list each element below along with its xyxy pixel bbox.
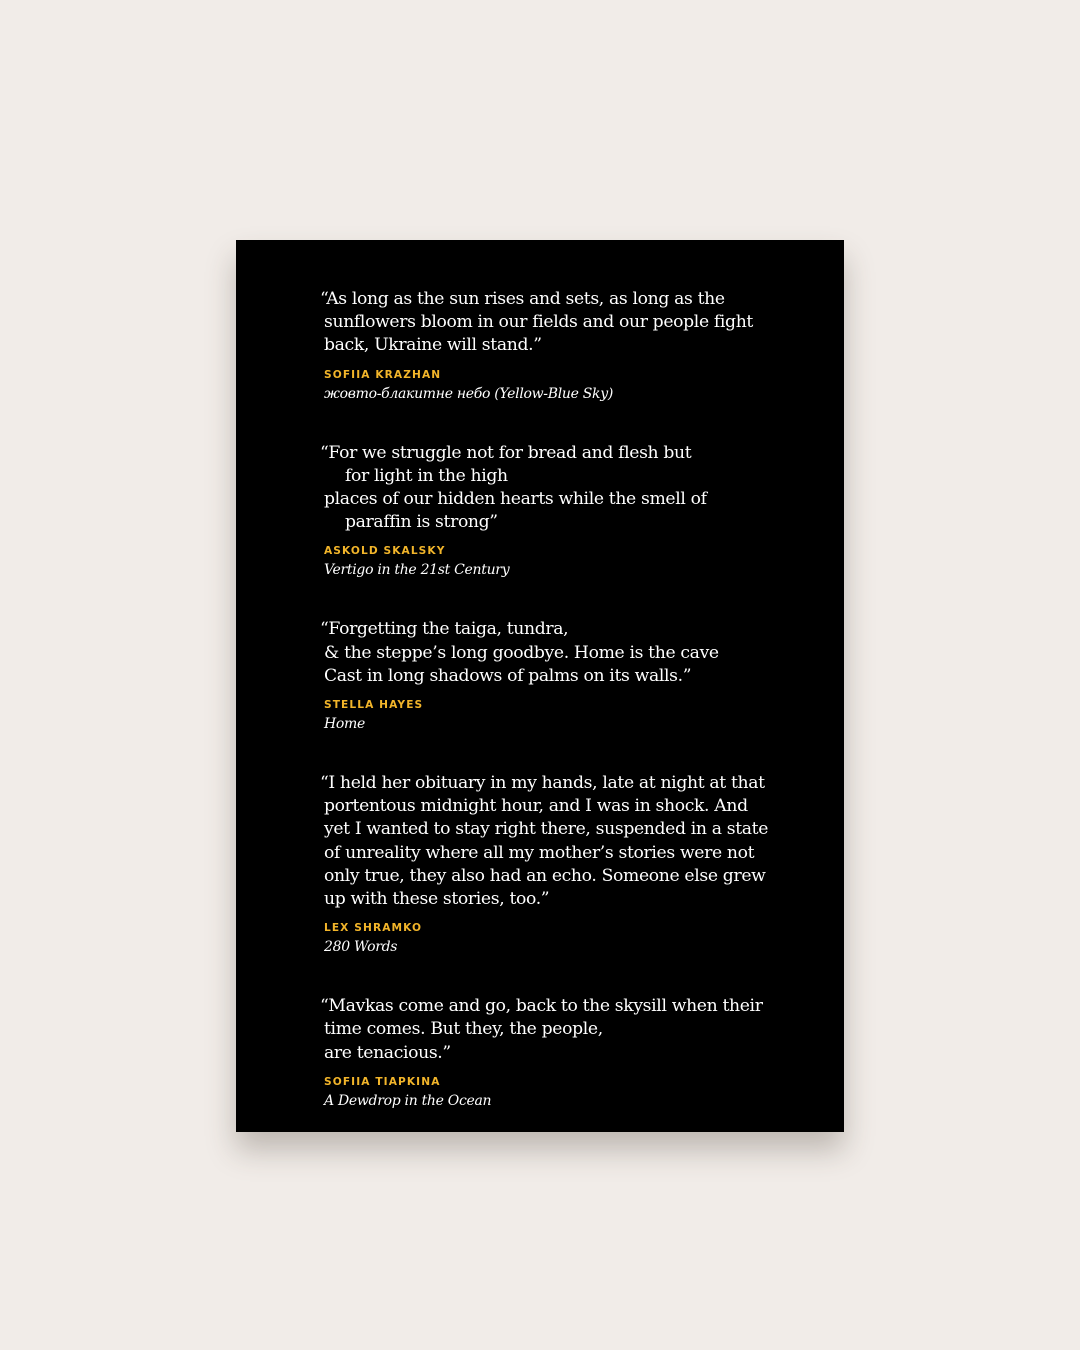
quote-line: “As long as the sun rises and sets, as long as the <box>320 289 725 309</box>
quote-text <box>320 442 740 535</box>
quote-entry <box>320 772 769 956</box>
quote-line: up with these stories, too.” <box>324 889 550 910</box>
quote-text <box>320 288 753 358</box>
quote-work-title: Vertigo in the 21st Century <box>324 562 510 579</box>
quote-line: for light in the high <box>345 465 508 486</box>
quote-card <box>236 240 844 1132</box>
quote-line: places of our hidden hearts while the smell of <box>324 489 707 510</box>
quote-line: portentous midnight hour, and I was in shock. And <box>324 796 748 817</box>
quote-line: “I held her obituary in my hands, late at night at that <box>320 773 765 794</box>
quote-line: “For we struggle not for bread and flesh but <box>320 442 692 463</box>
quote-line: time comes. But they, the people, <box>324 1019 603 1040</box>
quote-author: LEX SHRAMKO <box>324 922 423 935</box>
quote-line: back, Ukraine will stand.” <box>324 335 542 356</box>
quote-text <box>320 772 769 911</box>
quote-entry <box>320 995 763 1110</box>
quote-line: yet I wanted to stay right there, suspended in a state <box>324 819 769 840</box>
quote-work-title: A Dewdrop in the Ocean <box>324 1092 492 1109</box>
quote-work-title: 280 Words <box>324 939 398 956</box>
quote-line: Cast in long shadows of palms on its walls.” <box>324 665 692 686</box>
quote-line: “Forgetting the taiga, tundra, <box>320 619 569 640</box>
quote-line: are tenacious.” <box>324 1042 451 1063</box>
quote-line: of unreality where all my mother’s stories were not <box>324 842 755 863</box>
quote-entry <box>320 288 753 403</box>
quote-author: SOFIIA KRAZHAN <box>324 368 442 381</box>
quote-line: “Mavkas come and go, back to the skysill when their <box>320 996 763 1017</box>
quote-work-title: жовто-блакитне небо (Yellow-Blue Sky) <box>324 385 614 402</box>
quote-author: ASKOLD SKALSKY <box>324 545 446 558</box>
quote-text <box>320 618 740 688</box>
quote-line: only true, they also had an echo. Someone else grew <box>324 865 766 886</box>
quote-author: STELLA HAYES <box>324 699 424 712</box>
quote-line: paraffin is strong” <box>345 512 498 533</box>
quote-author: SOFIIA TIAPKINA <box>324 1075 441 1088</box>
quote-text <box>320 995 763 1065</box>
quote-entry <box>320 442 740 580</box>
quote-work-title: Home <box>324 716 365 733</box>
quote-line: sunflowers bloom in our fields and our people fight <box>324 312 753 333</box>
quote-entry <box>320 618 740 733</box>
quote-line: & the steppe’s long goodbye. Home is the cave <box>324 642 719 663</box>
quote-list <box>320 288 769 1110</box>
